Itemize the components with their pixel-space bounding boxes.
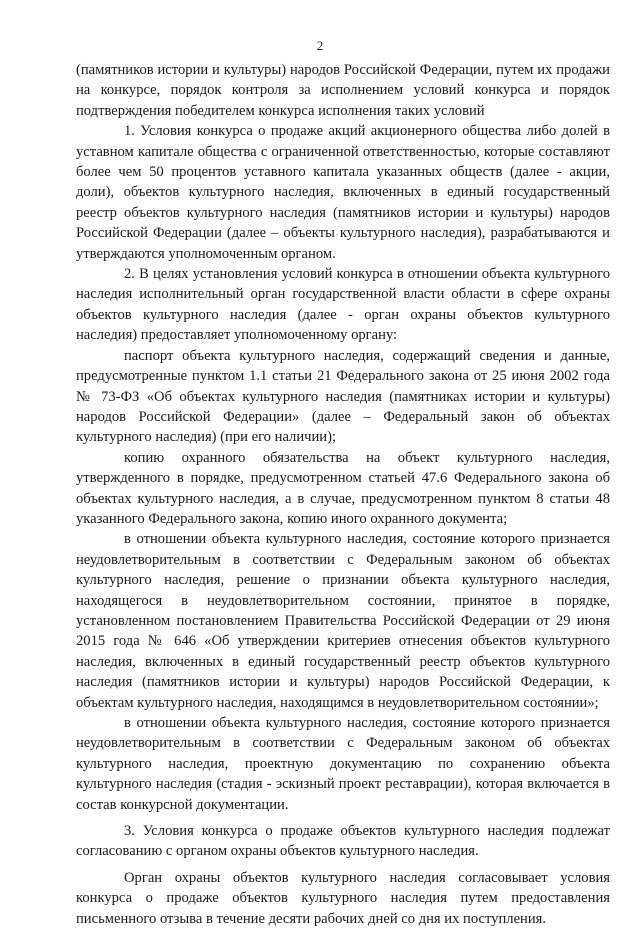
paragraph-approval-procedure: Орган охраны объектов культурного наследия согласовывает условия конкурса о продаже объектов культурного наследия путем предоставления письменного отзыва в течение десяти рабочих дней со дня их поступления. (76, 869, 610, 927)
paragraph-continuation: (памятников истории и культуры) народов Российской Федерации, путем их продажи на конкурсе, порядок контроля за исполнением условий конкурса и порядок подтверждения победителем конкурса исполнения таких условий (76, 62, 610, 119)
paragraph-passport-item: паспорт объекта культурного наследия, содержащий сведения и данные, предусмотренные пунктом 1.1 статьи 21 Федерального закона от 25 июня 2002 года № 73-ФЗ «Об объектах культурного наследия (памятниках истории и культуры) народов Российской Федерации» (далее – Федеральный закон об объектах культурного наследия) (при его наличии); (76, 347, 610, 446)
paragraph-unsatisfactory-decision-item: в отношении объекта культурного наследия, состояние которого признается неудовлетворительным в соответствии с Федеральным законом об объектах культурного наследия, решение о признании объекта культурного наследия, находящегося в неудовлетворительном состоянии, принятое в порядке, установленном постановлением Правительства Российской Федерации от 29 июня 2015 года № 646 «Об утверждении критериев отнесения объектов культурного наследия, включенных в единый государственный реестр объектов культурного наследия (памятников истории и культуры) народов Российской Федерации, к объектам культурного наследия, находящимся в неудовлетворительном состоянии»; (76, 531, 610, 711)
paragraph-clause-1: 1. Условия конкурса о продаже акций акционерного общества либо долей в уставном капитале общества с ограниченной ответственностью, которые составляют более чем 50 процентов уставного капитала указанных обществ (далее - акции, доли), объектов культурного наследия, включенных в единый государственный реестр объектов культурного наследия (памятников истории и культуры) народов Российской Федерации (далее – объекты культурного наследия), разрабатываются и утверждаются уполномоченным органом. (76, 123, 610, 262)
paragraph-project-documentation-item: в отношении объекта культурного наследия, состояние которого признается неудовлетворительным в соответствии с Федеральным законом об объектах культурного наследия, проектную документацию по сохранению объекта культурного наследия (стадия - эскизный проект реставрации), которая включается в состав конкурсной документации. (76, 715, 610, 813)
paragraph-clause-3: 3. Условия конкурса о продаже объектов культурного наследия подлежат согласованию с органом охраны объектов культурного наследия. (76, 823, 610, 860)
paragraph-clause-2: 2. В целях установления условий конкурса в отношении объекта культурного наследия исполнительный орган государственной власти области в сфере охраны объектов культурного наследия (далее - орган охраны объектов культурного наследия) предоставляет уполномоченному органу: (76, 266, 610, 344)
document-body (76, 60, 610, 929)
page-number: 2 (316, 38, 324, 53)
paragraph-protection-obligation-item: копию охранного обязательства на объект культурного наследия, утвержденного в порядке, предусмотренном статьей 47.6 Федерального закона об объектах культурного наследия, а в случае, предусмотренном пунктом 8 статьи 48 указанного Федерального закона, копию иного охранного документа; (76, 449, 610, 527)
